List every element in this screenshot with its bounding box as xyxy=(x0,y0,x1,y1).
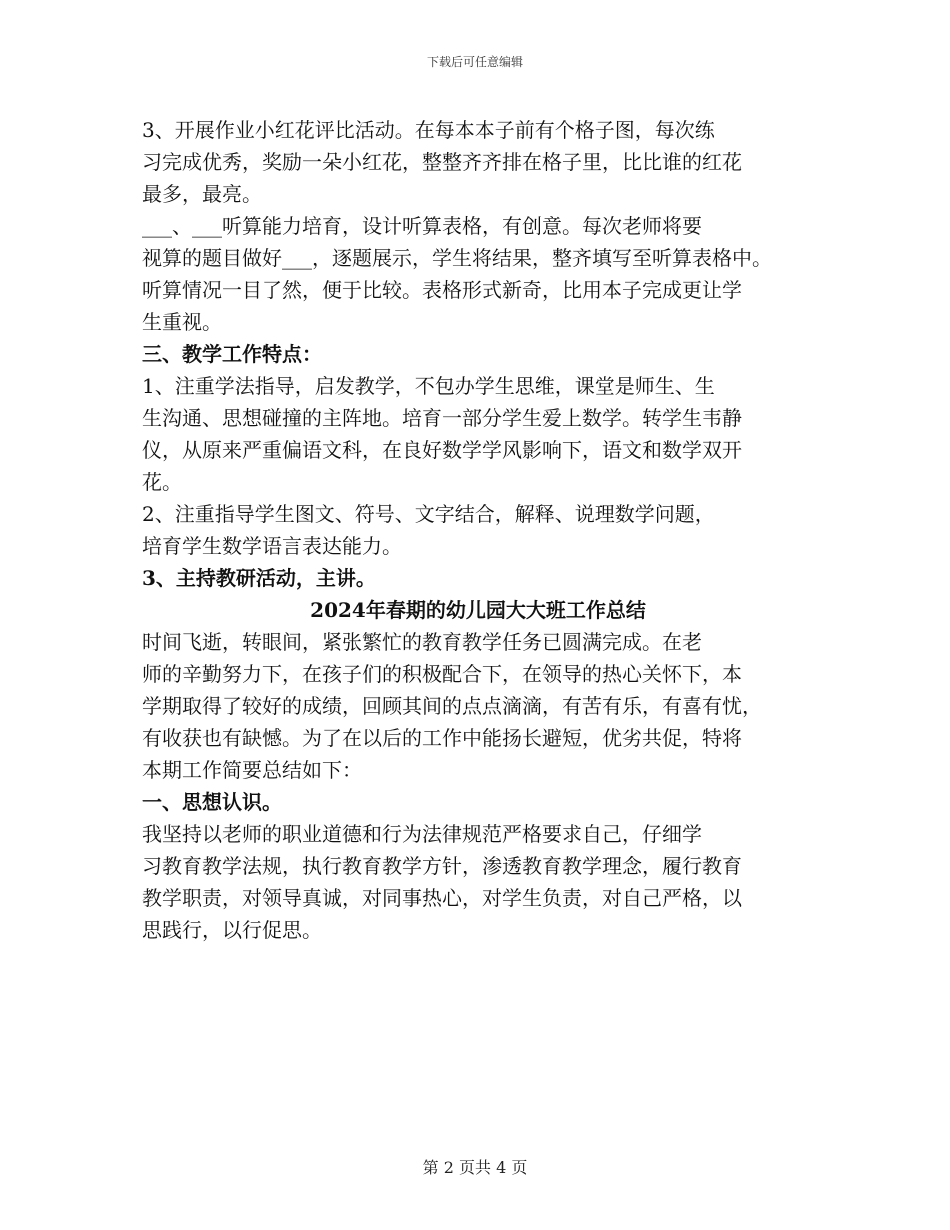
section-heading: 三、教学工作特点： xyxy=(142,342,322,366)
paragraph-line: 仪，从原来严重偏语文科，在良好数学学风影响下，语文和数学双开 xyxy=(142,438,742,462)
paragraph-line: ___、___听算能力培育，设计听算表格，有创意。每次老师将要 xyxy=(142,214,702,238)
paragraph-line: 听算情况一目了然，便于比较。表格形式新奇，比用本子完成更让学 xyxy=(142,278,742,302)
header-note: 下载后可任意编辑 xyxy=(426,55,523,69)
paragraph-line: 1、注重学法指导，启发教学，不包办学生思维，课堂是师生、生 xyxy=(142,374,715,398)
paragraph-line: 师的辛勤努力下，在孩子们的积极配合下，在领导的热心关怀下，本 xyxy=(142,662,742,686)
paragraph-line: 习教育教学法规，执行教育教学方针，渗透教育教学理念，履行教育 xyxy=(142,854,742,878)
page-number: 第 2 页共 4 页 xyxy=(422,1158,528,1177)
paragraph-line: 视算的题目做好___，逐题展示，学生将结果，整齐填写至听算表格中。 xyxy=(142,246,772,270)
paragraph-line: 3、开展作业小红花评比活动。在每本本子前有个格子图，每次练 xyxy=(142,118,715,142)
paragraph-line: 本期工作简要总结如下： xyxy=(142,758,362,782)
paragraph-line: 花。 xyxy=(142,470,182,494)
document-title: 2024年春期的幼儿园大大班工作总结 xyxy=(310,598,646,622)
paragraph-line: 时间飞逝，转眼间，紧张繁忙的教育教学任务已圆满完成。在老 xyxy=(142,630,702,654)
paragraph-line: 最多，最亮。 xyxy=(142,182,262,206)
paragraph-line: 2、注重指导学生图文、符号、文字结合，解释、说理数学问题， xyxy=(142,502,715,526)
paragraph-line: 我坚持以老师的职业道德和行为法律规范严格要求自己，仔细学 xyxy=(142,822,702,846)
paragraph-line: 有收获也有缺憾。为了在以后的工作中能扬长避短，优劣共促，特将 xyxy=(142,726,742,750)
paragraph-line: 培育学生数学语言表达能力。 xyxy=(142,534,402,558)
section-heading: 一、思想认识。 xyxy=(142,790,282,814)
paragraph-line: 生沟通、思想碰撞的主阵地。培育一部分学生爱上数学。转学生韦静 xyxy=(142,406,742,430)
section-heading: 3、主持教研活动，主讲。 xyxy=(142,566,376,590)
paragraph-line: 教学职责，对领导真诚，对同事热心，对学生负责，对自己严格，以 xyxy=(142,886,742,910)
paragraph-line: 习完成优秀，奖励一朵小红花，整整齐齐排在格子里，比比谁的红花 xyxy=(142,150,742,174)
paragraph-line: 思践行，以行促思。 xyxy=(142,918,322,942)
document-body xyxy=(142,114,814,946)
paragraph-line: 学期取得了较好的成绩，回顾其间的点点滴滴，有苦有乐，有喜有忧， xyxy=(142,694,762,718)
paragraph-line: 生重视。 xyxy=(142,310,222,334)
